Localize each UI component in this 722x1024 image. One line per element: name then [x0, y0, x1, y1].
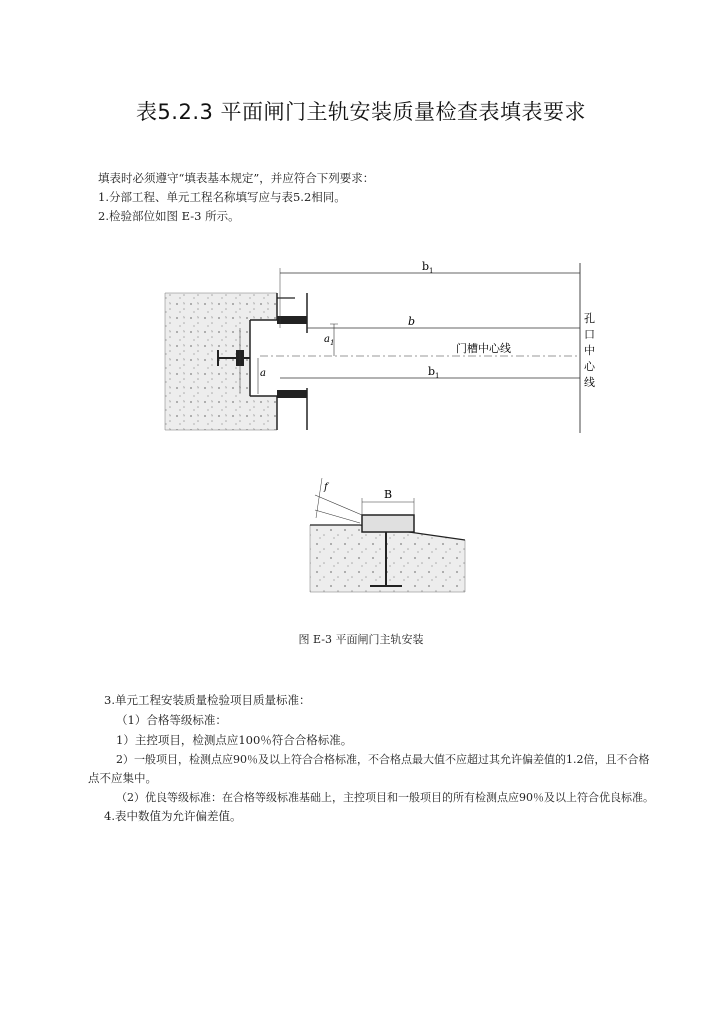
standards-line-6: （2）优良等级标准：在合格等级标准基础上，主控项目和一般项目的所有检测点应90％及以上符合优良标准。 — [116, 791, 654, 804]
standards-line-3: 1）主控项目，检测点应100％符合合格标准。 — [116, 733, 353, 747]
label-a: a — [260, 368, 266, 379]
standards-line-2: （1）合格等级标准： — [116, 713, 227, 727]
label-opening-centerline-2: 口 — [584, 328, 595, 341]
standards-line-7: 4.表中数值为允许偏差值。 — [104, 809, 242, 823]
label-slot-centerline: 门槽中心线 — [456, 342, 511, 355]
label-f: f — [324, 482, 328, 493]
page-title: 表5.2.3 平面闸门主轨安装质量检查表填表要求 — [135, 100, 587, 124]
intro-line-1: 填表时必须遵守“填表基本规定”，并应符合下列要求： — [98, 171, 375, 185]
label-opening-centerline-1: 孔 — [584, 312, 595, 325]
label-B: B — [384, 488, 393, 501]
label-opening-centerline-3: 中 — [584, 344, 595, 357]
label-b: b — [408, 315, 416, 328]
standards-line-4: 2）一般项目，检测点应90％及以上符合合格标准，不合格点最大值不应超过其允许偏差值的1.2倍，且不合格 — [116, 753, 650, 766]
label-opening-centerline-5: 线 — [584, 376, 595, 389]
standards-line-1: 3.单元工程安装质量检验项目质量标准： — [104, 693, 311, 707]
label-a1: $a_1$ — [324, 334, 335, 347]
intro-line-2: 1.分部工程、单元工程名称填写应与表5.2相同。 — [98, 190, 346, 204]
label-b1-bottom: $b_1$ — [428, 365, 440, 380]
intro-line-3: 2.检验部位如图 E-3 所示。 — [98, 209, 240, 223]
label-opening-centerline-4: 心 — [584, 360, 595, 373]
gate-slot-plan-diagram — [160, 258, 595, 438]
rail-section-diagram — [300, 470, 470, 595]
label-b1-top: $b_1$ — [422, 260, 434, 275]
figure-caption: 图 E-3 平面闸门主轨安装 — [298, 633, 424, 646]
standards-line-5: 点不应集中。 — [88, 771, 157, 785]
